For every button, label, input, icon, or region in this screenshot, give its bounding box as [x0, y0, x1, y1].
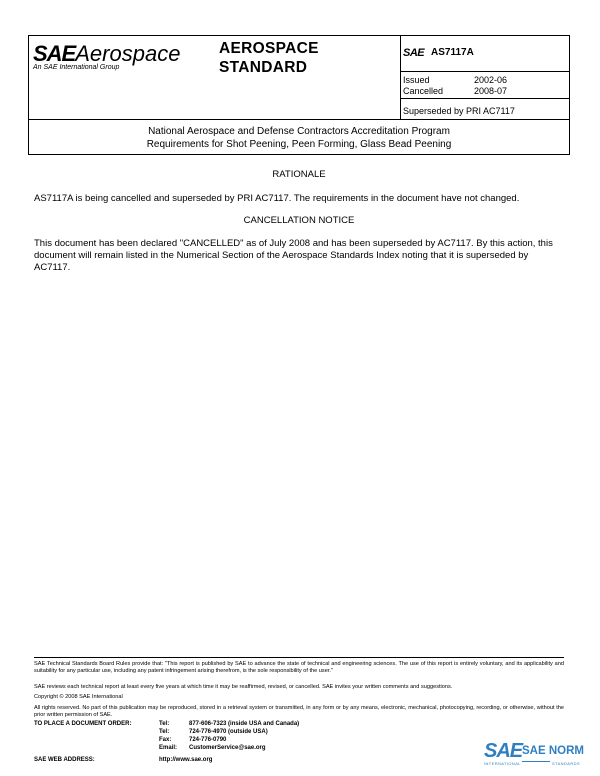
contact-value: 724-776-4970 (outside USA)	[189, 729, 268, 735]
copyright-notice: Copyright © 2008 SAE International	[34, 694, 123, 700]
sae-norm-logo-graphic	[484, 738, 584, 768]
cancellation-heading: CANCELLATION NOTICE	[243, 215, 355, 226]
sae-mark: SAE	[403, 47, 425, 59]
stamp-small-right: STANDARDS	[552, 761, 580, 766]
logo-brand: SAE	[33, 41, 76, 66]
rights-notice: All rights reserved. No part of this publication may be reproduced, stored in a retrieval system or transmitted, in any form or by any means, electronic, mechanical, photocopying, recording, or otherwise, without the prior written permission of SAE.	[34, 705, 564, 719]
logo-tagline: An SAE International Group	[33, 64, 120, 71]
stamp-text: SAE NORM	[522, 745, 584, 757]
document-dates	[401, 73, 570, 95]
stamp-rule	[522, 761, 550, 762]
rationale-heading: RATIONALE	[272, 169, 326, 180]
sae-aerospace-logo	[33, 42, 213, 82]
document-title-line1: National Aerospace and Defense Contractors Accreditation Program	[148, 126, 450, 137]
contact-key[interactable]: Email:	[159, 745, 178, 751]
email-link[interactable]: CustomerService@sae.org	[189, 745, 266, 751]
cancelled-label: Cancelled	[403, 86, 444, 96]
document-number: AS7117A	[431, 47, 474, 58]
web-address-link[interactable]: http://www.sae.org	[159, 757, 213, 763]
header-box	[28, 35, 570, 120]
document-title-line2: Requirements for Shot Peening, Peen Forming, Glass Bead Peening	[146, 139, 452, 150]
superseded-row	[401, 98, 570, 119]
web-address-label: SAE WEB ADDRESS:	[34, 757, 95, 763]
rationale-paragraph: AS7117A is being cancelled and superseded by PRI AC7117. The requirements in the document have not changed.	[34, 193, 520, 204]
order-label: TO PLACE A DOCUMENT ORDER:	[34, 721, 132, 727]
document-number-row	[401, 36, 570, 72]
standard-title-line1: AEROSPACE	[219, 40, 319, 57]
superseded-text: Superseded by PRI AC7117	[403, 106, 515, 116]
contact-key: Fax:	[159, 737, 172, 743]
logo-product: Aerospace	[75, 41, 181, 66]
issued-date: 2002-06	[474, 75, 508, 85]
standard-title-line2: STANDARD	[219, 59, 308, 76]
contact-value: 877-606-7323 (inside USA and Canada)	[189, 721, 300, 727]
cancellation-paragraph: This document has been declared "CANCELLED" as of July 2008 and has been superseded by AC7117. By this action, this document will remain listed in the Numerical Section of the Aerospace Standards Index noting that it is superseded by AC7117.	[34, 238, 553, 273]
sae-norm-logo	[484, 738, 584, 768]
issued-label: Issued	[403, 75, 430, 85]
stamp-mark: SAE	[484, 740, 523, 762]
document-title-box	[28, 120, 570, 155]
document-info-panel	[400, 36, 570, 119]
review-notice: SAE reviews each technical report at least every five years at which time it may be reaffirmed, revised, or cancelled. SAE invites your written comments and suggestions.	[34, 684, 453, 690]
contact-value: 724-776-0790	[189, 737, 227, 743]
board-rules-notice: SAE Technical Standards Board Rules provide that: "This report is published by SAE to advance the state of technical and engineering sciences. The use of this report is entirely voluntary, and its applicability and suitability for any particular use, including any patent infringement arising therefrom, is the sole responsibility of the user."	[34, 661, 564, 675]
standard-title	[219, 39, 389, 77]
footer-divider	[34, 657, 564, 658]
stamp-small-left: INTERNATIONAL	[484, 761, 521, 766]
contact-key: Tel:	[159, 729, 170, 735]
contact-key: Tel:	[159, 721, 170, 727]
cancelled-date: 2008-07	[474, 86, 508, 96]
